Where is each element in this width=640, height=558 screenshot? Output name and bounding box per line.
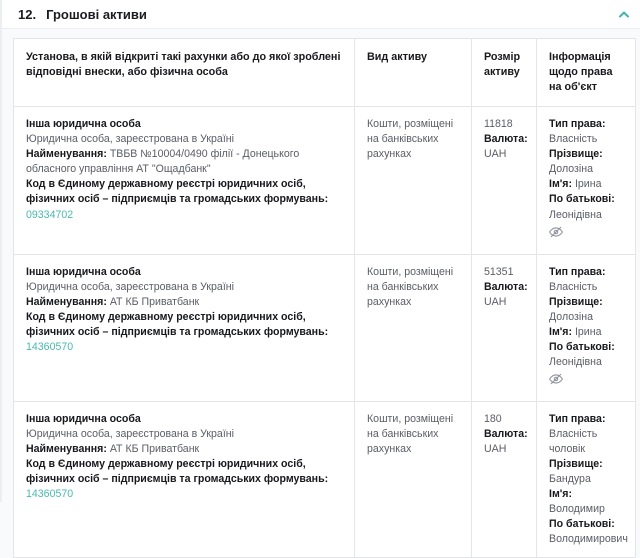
table-row — [14, 254, 636, 401]
column-header-asset-type: Вид активу — [355, 39, 472, 107]
asset-size-cell — [472, 107, 537, 254]
registry-code-link[interactable]: 14360570 — [26, 340, 74, 353]
name-value: АТ КБ Приватбанк — [109, 442, 200, 455]
collapse-section-button[interactable] — [617, 9, 631, 20]
right-type-value: Власність — [549, 427, 598, 440]
asset-size-cell — [472, 254, 537, 401]
asset-size-cell — [472, 401, 537, 557]
asset-type: Кошти, розміщені на банківських рахунках — [367, 412, 454, 455]
name-label: Найменування: — [26, 442, 107, 455]
asset-type: Кошти, розміщені на банківських рахунках — [367, 265, 454, 308]
surname-value: Долозіна — [549, 310, 593, 323]
firstname-value: Володимир — [549, 503, 605, 516]
firstname-value: Ірина — [574, 178, 602, 191]
owner-relation: чоловік — [549, 442, 585, 455]
surname-value: Бандура — [549, 472, 591, 485]
section-content — [2, 29, 640, 558]
eye-slash-icon — [549, 372, 623, 391]
entity-type: Інша юридична особа — [26, 118, 141, 131]
patronymic-value: Володимирович — [549, 533, 628, 546]
registry-code-label: Код в Єдиному державному реєстрі юридичних осіб, фізичних осіб – підприємців та громадських формувань: — [26, 310, 329, 338]
column-header-rights-info: Інформація щодо права на об'єкт — [537, 39, 636, 107]
column-header-asset-size: Розмір активу — [472, 39, 537, 107]
currency-value: UAH — [484, 442, 507, 455]
currency-label: Валюта: — [484, 280, 528, 293]
name-value: ТВБВ №10004/0490 філії - Донецького обласного управління АТ "Ощадбанк" — [26, 148, 300, 176]
patronymic-value: Леонідівна — [549, 208, 602, 221]
rights-info-cell — [537, 254, 636, 401]
entity-subtype: Юридична особа, зареєстрована в Україні — [26, 427, 234, 440]
rights-info-cell — [537, 107, 636, 254]
registry-code-link[interactable]: 09334702 — [26, 208, 74, 221]
currency-value: UAH — [484, 295, 507, 308]
registry-code-label: Код в Єдиному державному реєстрі юридичних осіб, фізичних осіб – підприємців та громадських формувань: — [26, 178, 329, 206]
firstname-label: Ім'я: — [549, 178, 573, 191]
entity-type: Інша юридична особа — [26, 412, 141, 425]
firstname-label: Ім'я: — [549, 325, 573, 338]
registry-code-link[interactable]: 14360570 — [26, 487, 74, 500]
surname-value: Долозіна — [549, 163, 593, 176]
asset-type-cell — [355, 107, 472, 254]
amount: 180 — [484, 412, 502, 425]
table-header-row — [14, 39, 636, 107]
right-type-value: Власність — [549, 280, 598, 293]
section-number: 12. — [18, 6, 37, 22]
asset-type: Кошти, розміщені на банківських рахунках — [367, 118, 454, 161]
entity-subtype: Юридична особа, зареєстрована в Україні — [26, 133, 234, 146]
table-row — [14, 107, 636, 254]
chevron-up-icon — [619, 11, 629, 18]
surname-label: Прізвище: — [549, 295, 603, 308]
asset-type-cell — [355, 254, 472, 401]
surname-label: Прізвище: — [549, 457, 603, 470]
institution-cell — [14, 107, 355, 254]
assets-table — [13, 38, 636, 558]
table-row — [14, 401, 636, 557]
section-header — [2, 0, 640, 29]
right-type-label: Тип права: — [549, 118, 606, 131]
name-label: Найменування: — [26, 148, 107, 161]
section-title: Грошові активи — [46, 6, 147, 22]
eye-slash-icon — [549, 225, 623, 244]
right-type-value: Власність — [549, 133, 598, 146]
entity-type: Інша юридична особа — [26, 265, 141, 278]
firstname-value: Ірина — [574, 325, 602, 338]
rights-info-cell — [537, 401, 636, 557]
patronymic-value: Леонідівна — [549, 355, 602, 368]
patronymic-label: По батькові: — [549, 193, 615, 206]
institution-cell — [14, 254, 355, 401]
name-value: АТ КБ Приватбанк — [109, 295, 200, 308]
patronymic-label: По батькові: — [549, 518, 615, 531]
column-header-institution: Установа, в якій відкриті такі рахунки або до якої зроблені відповідні внески, або фізична особа — [14, 39, 355, 107]
surname-label: Прізвище: — [549, 148, 603, 161]
amount: 51351 — [484, 265, 514, 278]
registry-code-label: Код в Єдиному державному реєстрі юридичних осіб, фізичних осіб – підприємців та громадських формувань: — [26, 457, 329, 485]
currency-label: Валюта: — [484, 133, 528, 146]
entity-subtype: Юридична особа, зареєстрована в Україні — [26, 280, 234, 293]
right-type-label: Тип права: — [549, 265, 606, 278]
name-label: Найменування: — [26, 295, 107, 308]
amount: 11818 — [484, 118, 513, 131]
institution-cell — [14, 401, 355, 557]
asset-type-cell — [355, 401, 472, 557]
patronymic-label: По батькові: — [549, 340, 615, 353]
firstname-label: Ім'я: — [549, 487, 573, 500]
right-type-label: Тип права: — [549, 412, 606, 425]
currency-label: Валюта: — [484, 427, 528, 440]
currency-value: UAH — [484, 148, 507, 161]
